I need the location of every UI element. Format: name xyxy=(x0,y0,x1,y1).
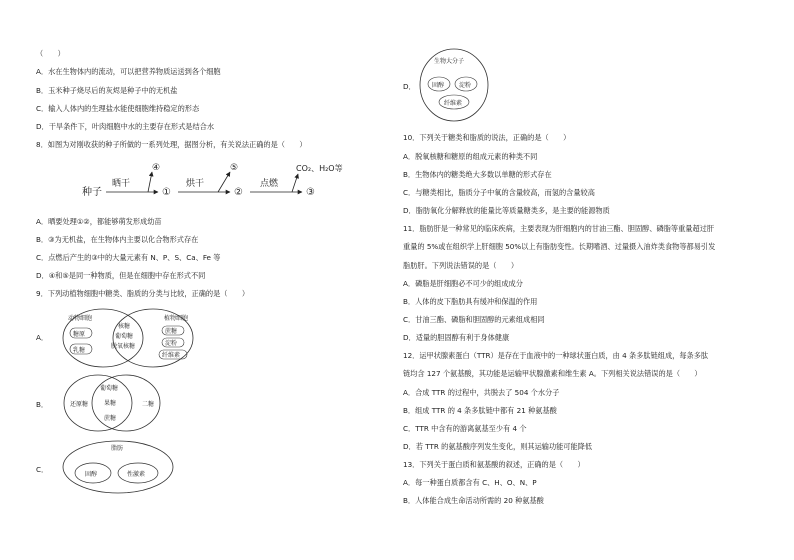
q8-option-d: D．④和⑤是同一种物质，但是在细胞中存在形式不同 xyxy=(36,271,206,280)
oven-dry-label: 烘干 xyxy=(186,179,205,189)
q12-option-a: A．合成 TTR 的过程中，共脱去了 504 个水分子 xyxy=(403,388,560,397)
q10-option-c: C．与糖类相比，脂质分子中氧的含量较高，而氢的含量较高 xyxy=(403,188,595,197)
q11-option-c: C．甘油三酯、磷脂和胆固醇的元素组成相同 xyxy=(403,315,545,324)
q9-b-venn xyxy=(58,372,178,434)
q11-stem-1: 11．脂肪肝是一种常见的临床疾病，主要表现为肝细胞内的甘油三酯、胆固醇、磷脂等重量超过肝 xyxy=(403,224,715,233)
q12-option-c: C．TTR 中含有的游离氨基至少有 4 个 xyxy=(403,424,527,433)
cholesterol-label: 固醇 xyxy=(432,82,445,89)
q13-option-b: B．人体能合成生命活动所需的 20 种氨基酸 xyxy=(403,496,544,505)
q11-option-d: D．适量的胆固醇有利于身体健康 xyxy=(403,333,510,342)
ribose-label: 核糖 xyxy=(118,323,131,330)
reducing-sugar-label: 还原糖 xyxy=(70,401,89,408)
arrow-to-co2 xyxy=(292,174,298,192)
q9-c-diagram xyxy=(58,438,178,496)
glucose-label: 葡萄糖 xyxy=(100,385,119,392)
q12-stem-1: 12．运甲状腺素蛋白（TTR）是存在于血液中的一种球状蛋白质，由 4 条多肽链组成，每条多肽 xyxy=(403,351,709,360)
deoxyribose-label: 脱氧核糖 xyxy=(111,343,136,350)
q10-option-b: B．生物体内的糖类绝大多数以单糖的形式存在 xyxy=(403,170,552,179)
num-3: ③ xyxy=(306,187,315,198)
cellulose-label: 纤维素 xyxy=(162,352,181,359)
q9-b-label: B． xyxy=(36,400,49,409)
arrow-to-5 xyxy=(218,172,230,192)
q9-stem: 9．下列动植物细胞中糖类、脂质的分类与比较，正确的是（ ） xyxy=(36,289,250,298)
q10-stem: 10．下列关于糖类和脂质的说法，正确的是（ ） xyxy=(403,133,571,142)
sucrose-label: 蔗糖 xyxy=(104,415,117,422)
q9-c-label: C． xyxy=(36,465,49,474)
num-4: ④ xyxy=(152,163,161,173)
sun-dry-label: 晒干 xyxy=(112,179,131,189)
q8-option-a: A．晒要处理①②，都能够萌发形成幼苗 xyxy=(36,217,162,226)
q9-a-label: A． xyxy=(36,333,49,342)
q8-option-b: B．③为无机盐，在生物体内主要以化合物形式存在 xyxy=(36,235,199,244)
q7-option-a: A．水在生物体内的流动，可以把营养物质运送到各个细胞 xyxy=(36,67,221,76)
glycogen-label: 糖原 xyxy=(73,331,86,338)
starch-label: 淀粉 xyxy=(459,82,472,89)
lactose-label: 乳糖 xyxy=(73,347,86,354)
fructose-label: 果糖 xyxy=(104,400,117,407)
lipid-label: 脂肪 xyxy=(111,445,124,452)
arrow-to-4 xyxy=(148,172,152,192)
q7-option-b: B．玉米种子烧尽后的灰烬是种子中的无机盐 xyxy=(36,86,178,95)
q12-option-d: D．若 TTR 的氨基酸序列发生变化，则其运输功能可能降低 xyxy=(403,442,593,451)
starch-label: 淀粉 xyxy=(165,340,178,347)
glucose-label: 葡萄糖 xyxy=(115,333,134,340)
q12-option-b: B．组成 TTR 的 4 条多肽链中都有 21 种氨基酸 xyxy=(403,406,557,415)
sucrose-label: 蔗糖 xyxy=(165,328,178,335)
ignite-label: 点燃 xyxy=(260,179,279,189)
num-2: ② xyxy=(234,187,243,198)
top-paren: （ ） xyxy=(36,49,65,58)
q7-option-c: C．输入人体内的生理盐水能使细胞维持稳定的形态 xyxy=(36,104,200,113)
cholesterol-label: 固醇 xyxy=(85,471,98,478)
seed-label: 种子 xyxy=(82,187,102,198)
macromolecule-label: 生物大分子 xyxy=(434,58,465,65)
num-1: ① xyxy=(162,187,171,198)
q8-option-c: C．点燃后产生的③中的大量元素有 N、P、S、Ca、Fe 等 xyxy=(36,253,221,262)
q7-option-d: D．干旱条件下，叶肉细胞中水的主要存在形式是结合水 xyxy=(36,122,215,131)
co2-label: CO₂、H₂O等 xyxy=(296,164,343,173)
animal-cell-label: 动物细胞 xyxy=(68,315,93,322)
cellulose-label: 纤维素 xyxy=(444,100,463,107)
q9-d-diagram xyxy=(418,46,490,124)
q9-d-label: D． xyxy=(403,82,416,91)
q8-process-diagram xyxy=(70,160,350,210)
q9-a-venn xyxy=(58,306,198,370)
plant-cell-label: 植物细胞 xyxy=(164,315,189,322)
q8-stem: 8．如图为对刚收获的种子所做的一系列处理，据图分析，有关说法正确的是（ ） xyxy=(36,140,307,149)
hormone-label: 性激素 xyxy=(127,471,146,478)
q10-option-d: D．脂肪氧化分解释放的能量比等质量糖类多，是主要的能源物质 xyxy=(403,206,610,215)
disaccharide-label: 二糖 xyxy=(142,401,155,408)
q11-stem-2: 重量的 5%或在组织学上肝细胞 50%以上有脂肪变性。长期嗜酒、过量摄入油炸类食物等都易引发 xyxy=(403,242,716,251)
q13-stem: 13．下列关于蛋白质和氨基酸的叙述，正确的是（ ） xyxy=(403,460,585,469)
q13-option-a: A．每一种蛋白质都含有 C、H、O、N、P xyxy=(403,478,537,487)
q11-option-a: A．磷脂是肝细胞必不可少的组成成分 xyxy=(403,279,523,288)
q11-option-b: B．人体的皮下脂肪具有缓冲和保温的作用 xyxy=(403,297,538,306)
q10-option-a: A．脱氧核糖和糖原的组成元素的种类不同 xyxy=(403,152,538,161)
q11-stem-3: 脂肪肝。下列说法错误的是（ ） xyxy=(403,261,519,270)
num-5: ⑤ xyxy=(230,163,239,173)
q12-stem-2: 链均含 127 个氨基酸，其功能是运输甲状腺激素和维生素 A。下列相关说法错误的是（ ） xyxy=(403,369,702,378)
